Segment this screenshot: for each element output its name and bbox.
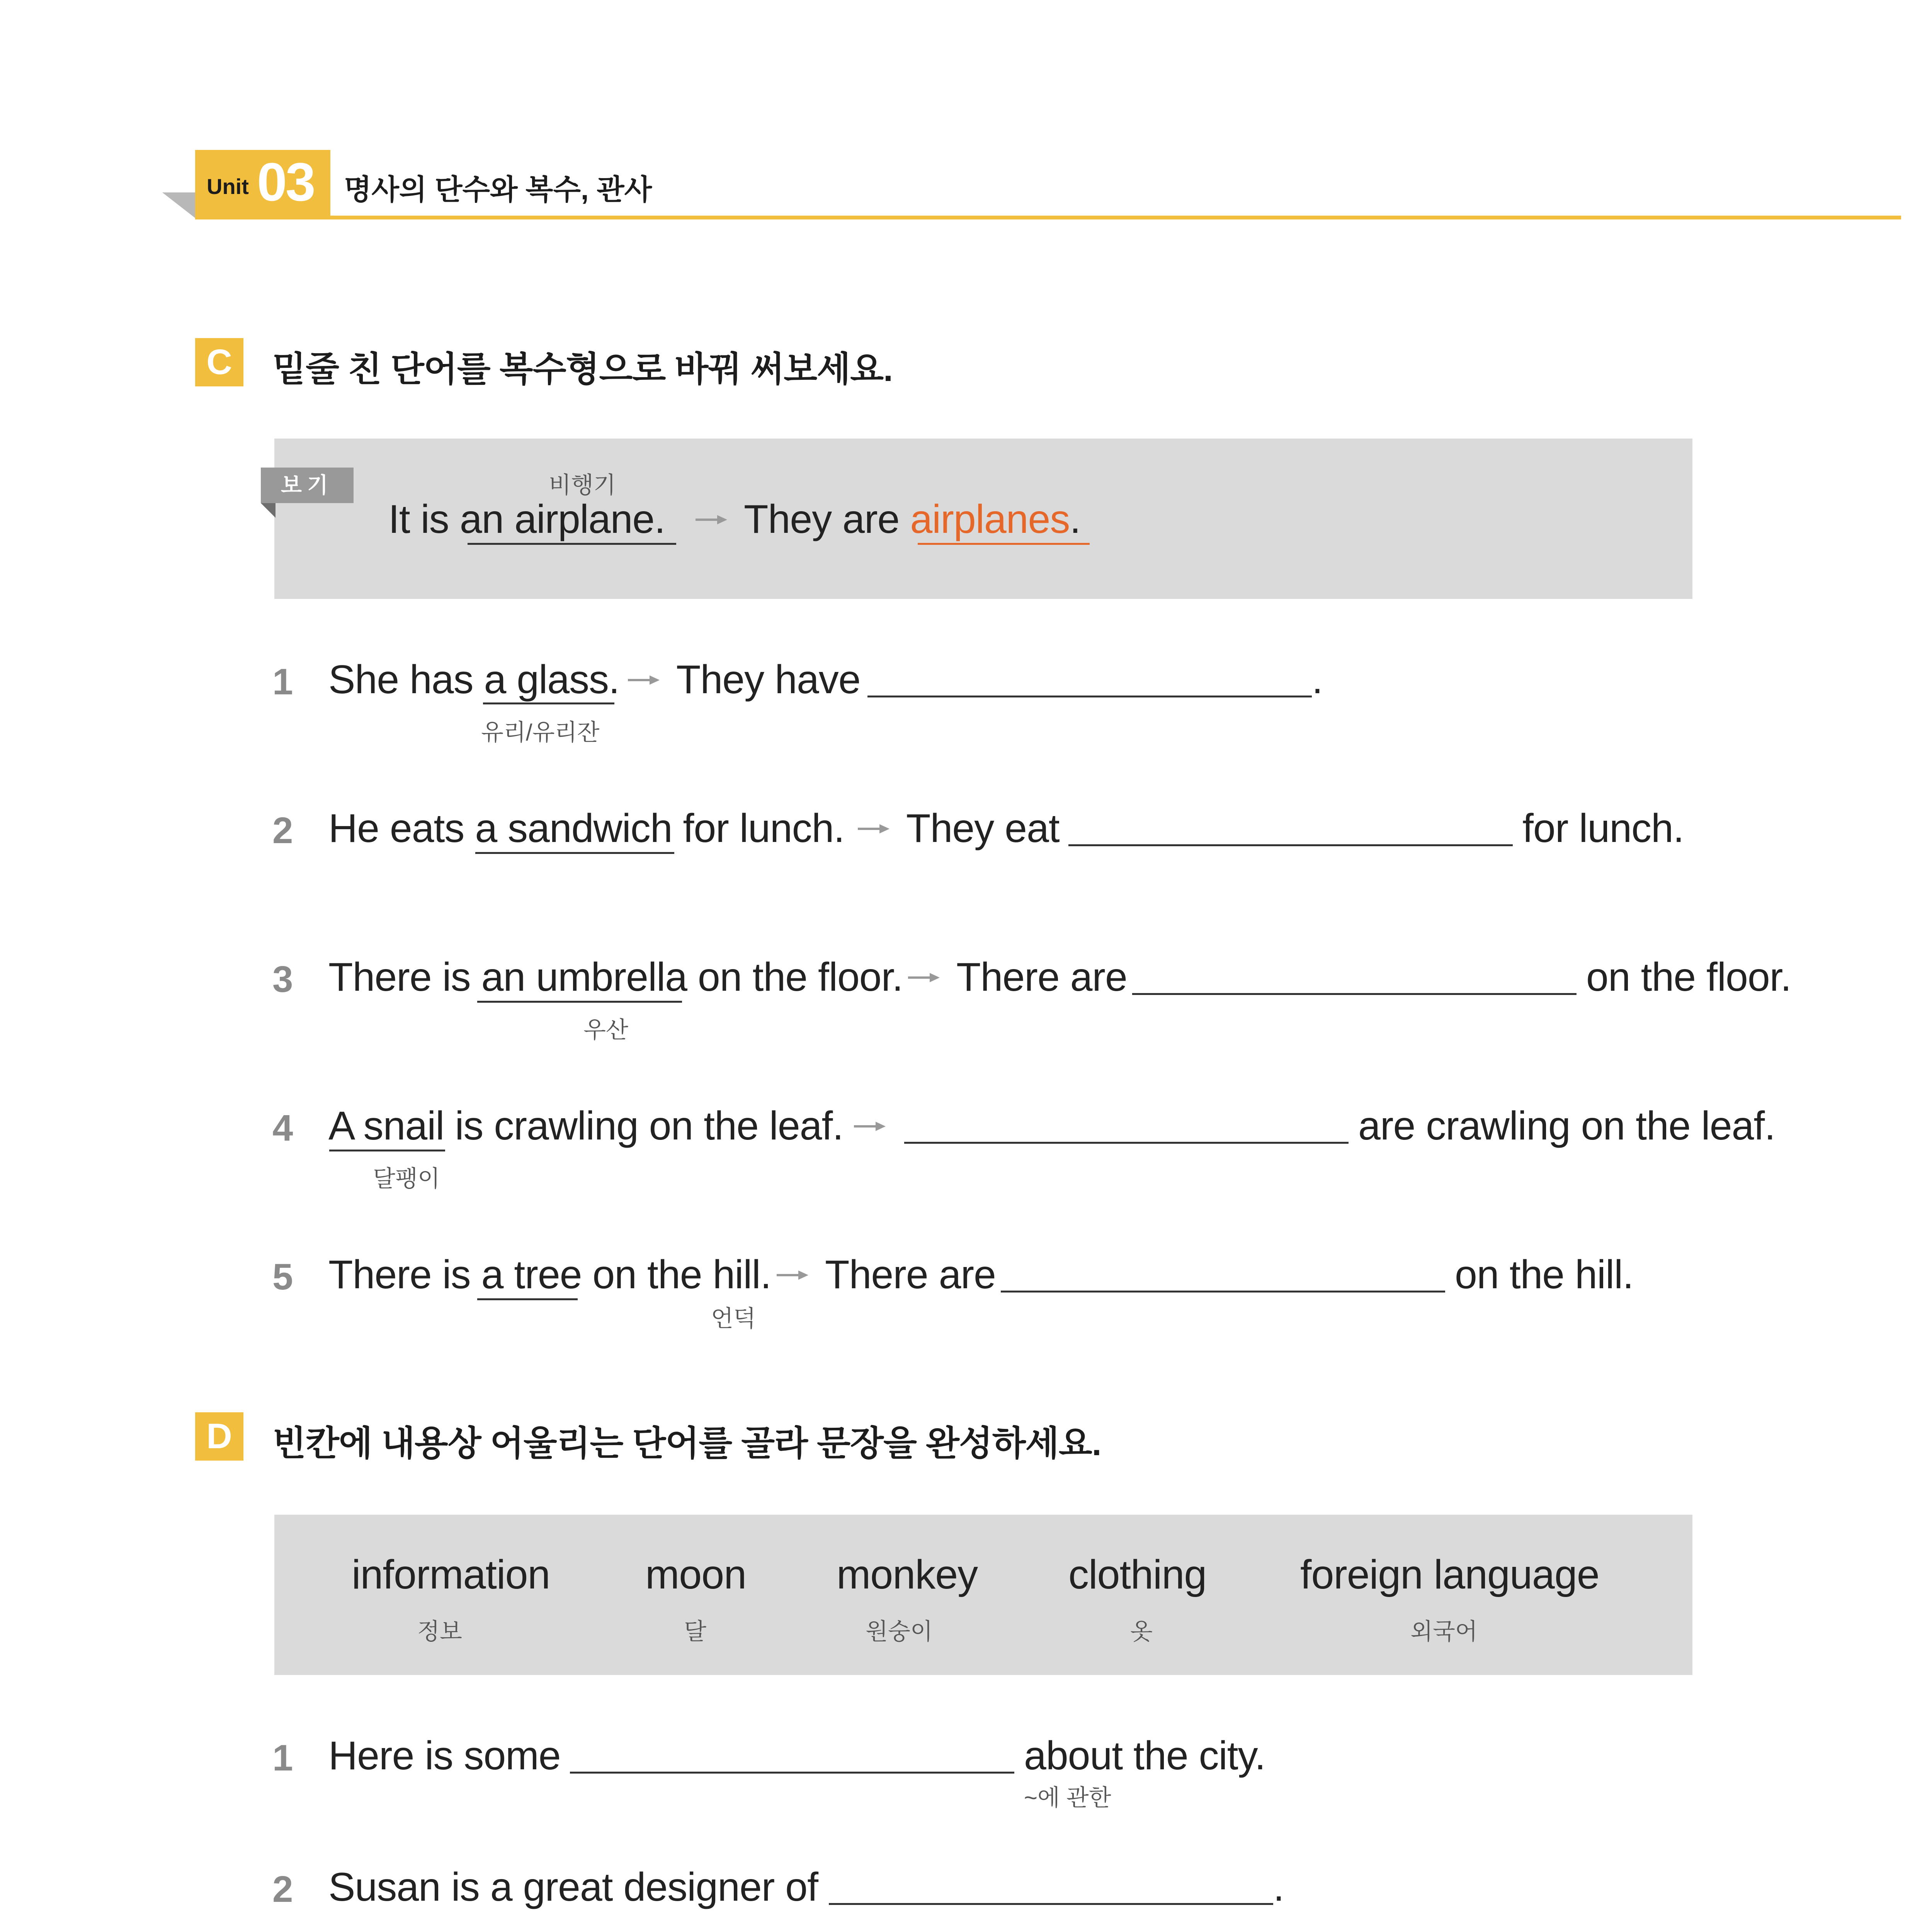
header-rule [330,216,1901,219]
c-item-1-post-arrow: They have [676,657,861,702]
d-item-1-after: about the city. [1024,1733,1265,1778]
c-item-4-underline [329,1150,445,1151]
word-option-1: information [352,1552,550,1597]
example-tab-fold [261,503,276,518]
c-item-2-number: 2 [272,810,293,851]
c-item-3-mid: on the floor. [687,955,903,1000]
section-d-title: 빈칸에 내용상 어울리는 단어를 골라 문장을 완성하세요. [272,1424,1101,1463]
arrow-icon [628,672,660,688]
word-option-4-gloss: 옷 [1130,1619,1153,1645]
c-item-5-sentence [328,1252,771,1298]
example-underline [468,543,676,545]
c-item-1-underlined: a glass [484,657,609,702]
header-corner-fold [162,192,197,219]
c-item-1-underline [483,702,614,704]
c-item-2-mid: for lunch. [672,806,845,851]
section-c-badge: C [195,338,243,386]
word-option-2-gloss: 달 [684,1619,706,1645]
example-answer: airplanes [910,497,1070,542]
example-part4: . [1070,497,1081,542]
arrow-icon [777,1267,808,1283]
c-item-5-number: 5 [272,1256,293,1298]
word-option-1-gloss: 정보 [417,1619,462,1645]
c-item-5-post-arrow: There are [825,1252,996,1297]
c-item-3-answer-blank[interactable] [1132,993,1577,995]
c-item-2-pre: He eats [328,806,475,851]
arrow-icon [696,512,727,527]
c-item-4-number: 4 [272,1107,293,1149]
c-item-5-underline [477,1298,578,1300]
example-underlined: an airplane [459,497,655,542]
unit-title: 명사의 단수와 복수, 관사 [344,173,652,206]
word-option-5-gloss: 외국어 [1410,1619,1478,1645]
c-item-2-answer-blank[interactable] [1068,844,1513,846]
example-part3: They are [744,497,910,542]
c-item-4-underlined: A snail [328,1104,444,1148]
c-item-3-underline [477,1001,682,1003]
c-item-4-mid: is crawling on the leaf. [444,1104,844,1148]
example-sentence [388,497,665,543]
c-item-3-gloss: 우산 [583,1017,628,1043]
d-item-2-after: . [1273,1865,1284,1910]
c-item-3-after-blank: on the floor. [1586,955,1791,1000]
c-item-1-answer-blank[interactable] [867,696,1312,697]
d-item-1-gloss: ~에 관한 [1024,1785,1111,1811]
word-option-5: foreign language [1300,1552,1599,1597]
d-item-1-answer-blank[interactable] [570,1772,1014,1774]
example-tab: 보기 [261,468,354,503]
c-item-3-number: 3 [272,959,293,1000]
c-item-5-mid: on the hill. [582,1252,771,1297]
arrow-icon [908,970,940,985]
c-item-5-answer-blank[interactable] [1001,1291,1445,1293]
c-item-3-underlined: an umbrella [481,955,687,1000]
example-part2: . [654,497,665,542]
c-item-4-after-blank: are crawling on the leaf. [1358,1104,1776,1148]
c-item-1-mid: . [609,657,619,702]
arrow-icon [858,821,889,837]
c-item-3-pre: There is [328,955,481,1000]
word-option-4: clothing [1068,1552,1207,1597]
c-item-3-sentence [328,954,903,1000]
section-d-badge: D [195,1412,243,1461]
c-item-1-sentence [328,657,619,703]
c-item-3-post-arrow: There are [956,955,1127,1000]
d-item-2-answer-blank[interactable] [829,1903,1273,1905]
example-gloss: 비행기 [549,472,616,498]
d-item-1-number: 1 [272,1737,293,1779]
c-item-5-after-blank: on the hill. [1455,1252,1634,1297]
example-part1: It is [388,497,460,542]
c-item-1-pre: She has [328,657,484,702]
d-item-1-before: Here is some [328,1733,561,1778]
c-item-1-number: 1 [272,661,293,702]
section-c-title: 밑줄 친 단어를 복수형으로 바꿔 써보세요. [272,350,893,389]
c-item-4-answer-blank[interactable] [904,1142,1349,1144]
example-result [744,497,1080,543]
c-item-5-gloss: 언덕 [711,1306,756,1332]
word-option-3-gloss: 원숭이 [866,1619,933,1645]
c-item-2-underline [475,852,674,854]
c-item-4-sentence [328,1103,843,1149]
unit-label: Unit [207,174,249,199]
c-item-1-after-blank: . [1312,657,1323,702]
unit-number: 03 [257,151,314,212]
c-item-1-gloss: 유리/유리잔 [481,719,600,745]
c-item-2-underlined: a sandwich [475,806,672,851]
d-item-2-number: 2 [272,1869,293,1910]
c-item-2-after-blank: for lunch. [1522,806,1684,851]
example-answer-underline [918,543,1090,545]
c-item-2-post-arrow: They eat [906,806,1060,851]
word-option-2: moon [645,1552,747,1597]
c-item-5-pre: There is [328,1252,481,1297]
arrow-icon [854,1119,886,1134]
word-option-3: monkey [837,1552,978,1597]
c-item-2-sentence [328,806,844,852]
d-item-2-before: Susan is a great designer of [328,1865,818,1910]
c-item-4-gloss: 달팽이 [373,1166,440,1192]
c-item-5-underlined: a tree [481,1252,582,1297]
